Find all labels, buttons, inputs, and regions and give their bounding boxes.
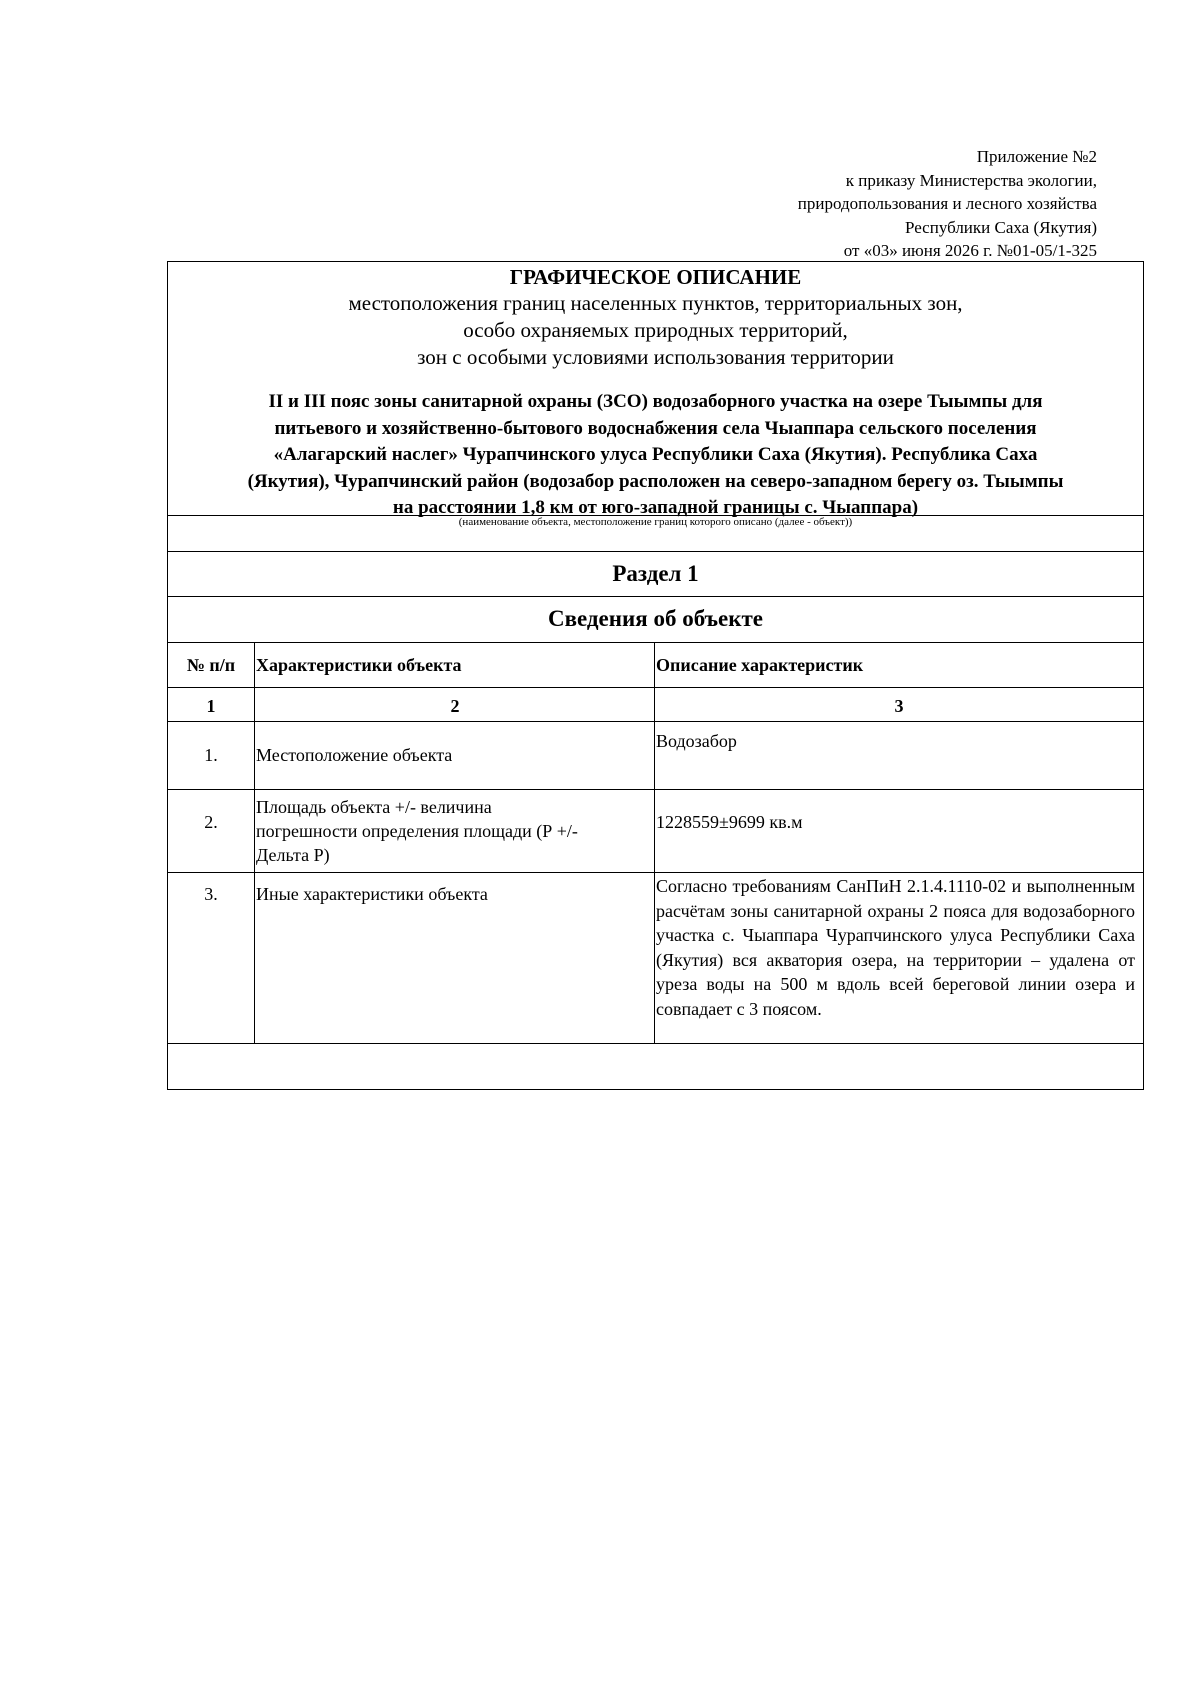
row-number: 3. (204, 884, 218, 904)
row-characteristic: Иные характеристики объекта (256, 884, 488, 904)
subtitle-line: местоположения границ населенных пунктов, территориальных зон, (348, 291, 963, 315)
section-title: Раздел 1 (612, 561, 699, 586)
appendix-line: к приказу Министерства экологии, (845, 170, 1097, 190)
object-name-line: питьевого и хозяйственно-бытового водоснабжения села Чыаппара сельского поселения (274, 417, 1037, 439)
row-characteristic-line: погрешности определения площади (Р +/- (256, 821, 578, 841)
header-characteristic: Характеристики объекта (256, 655, 462, 675)
divider (168, 642, 1143, 643)
appendix-block (798, 145, 1097, 263)
object-name (172, 389, 1139, 522)
appendix-line: Приложение №2 (976, 147, 1097, 166)
object-name-line: (Якутия), Чурапчинский район (водозабор расположен на северо-западном берегу оз. Тыымпы (247, 470, 1064, 492)
column-number: 3 (894, 696, 904, 716)
object-name-line: II и III пояс зоны санитарной охраны (ЗСО) водозаборного участка на озере Тыымпы для (268, 391, 1043, 412)
row-description: 1228559±9699 кв.м (656, 812, 803, 832)
divider (168, 721, 1143, 722)
row-number: 1. (204, 745, 218, 765)
divider (168, 1043, 1143, 1044)
row-characteristic (256, 795, 651, 867)
subtitle-line: особо охраняемых природных территорий, (463, 318, 848, 342)
object-name-line: на расстоянии 1,8 км от юго-западной границы с. Чыаппара) (392, 497, 919, 518)
row-description: Водозабор (656, 731, 737, 751)
column-divider (654, 642, 655, 1043)
document-table (167, 261, 1144, 1090)
object-caption: (наименование объекта, местоположение границ которого описано (далее - объект)) (458, 516, 853, 528)
row-characteristic-line: Дельта Р) (256, 845, 330, 865)
divider (168, 596, 1143, 597)
row-characteristic-line: Площадь объекта +/- величина (256, 797, 492, 817)
object-name-line: «Алагарский наслег» Чурапчинского улуса Республики Саха (Якутия). Республика Саха (273, 444, 1038, 465)
divider (168, 872, 1143, 873)
column-number: 1 (206, 696, 216, 716)
row-number: 2. (204, 812, 218, 832)
column-number: 2 (450, 696, 460, 716)
appendix-line: природопользования и лесного хозяйства (797, 194, 1097, 213)
divider (168, 789, 1143, 790)
document-title: ГРАФИЧЕСКОЕ ОПИСАНИЕ (509, 265, 802, 289)
subtitle-line: зон с особыми условиями использования территории (417, 345, 894, 369)
divider (168, 687, 1143, 688)
header-num: № п/п (186, 655, 236, 675)
divider (168, 551, 1143, 552)
appendix-line: Республики Саха (Якутия) (904, 217, 1097, 237)
document-subtitle (168, 290, 1143, 371)
appendix-line: от «03» июня 2026 г. №01-05/1-325 (843, 241, 1097, 260)
row-characteristic: Местоположение объекта (256, 745, 453, 765)
header-description: Описание характеристик (656, 655, 864, 675)
column-divider (254, 642, 255, 1043)
section-subtitle: Сведения об объекте (547, 606, 764, 631)
row-description: Согласно требованиям СанПиН 2.1.4.1110-02 и выполненным расчётам зоны санитарной охраны 2 пояса для водозаборного участка с. Чыаппара Чурапчинского улуса Республики Саха (Якутия) вся акватория озера, на территории – удалена от уреза воды на 500 м вдоль всей береговой линии озера и совпадает с 3 поясом. (656, 876, 1135, 1019)
